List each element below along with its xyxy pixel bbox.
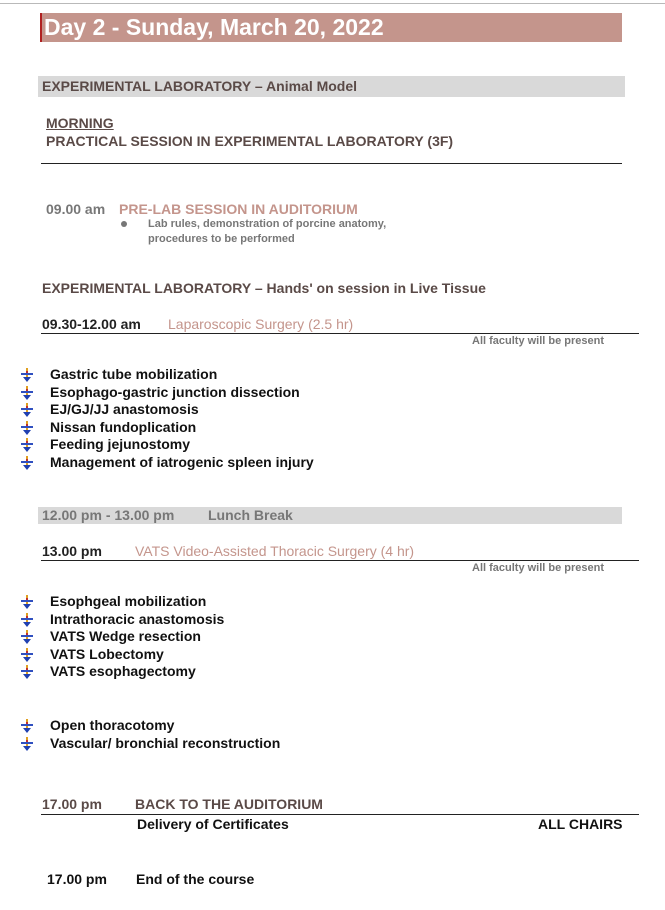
cross-arrow-bullet-icon: [20, 386, 34, 400]
list-item-label: Nissan fundoplication: [50, 418, 197, 435]
cross-arrow-bullet-icon: [20, 403, 34, 417]
divider: [41, 814, 639, 815]
lunch-break-bar: [38, 507, 622, 524]
list-item: [20, 366, 480, 384]
list-item-label: Management of iatrogenic spleen injury: [50, 453, 314, 470]
section-animal-model: EXPERIMENTAL LABORATORY – Animal Model: [38, 76, 625, 97]
list-item: [20, 384, 480, 402]
vats-title: VATS Video-Assisted Thoracic Surgery (4 hr): [135, 543, 415, 559]
list-item: [20, 717, 480, 735]
list-item: [20, 419, 480, 437]
end-of-course: End of the course: [136, 871, 255, 887]
list-item: [20, 454, 480, 472]
prelab-title: PRE-LAB SESSION IN AUDITORIUM: [119, 201, 358, 217]
cross-arrow-bullet-icon: [20, 648, 34, 662]
cross-arrow-bullet-icon: [20, 456, 34, 470]
cross-arrow-bullet-icon: [20, 737, 34, 751]
cross-arrow-bullet-icon: [20, 438, 34, 452]
list-item: [20, 593, 480, 611]
laparoscopic-procedure-list: [20, 366, 480, 472]
divider: [41, 333, 639, 334]
cross-arrow-bullet-icon: [20, 630, 34, 644]
laparoscopic-title: Laparoscopic Surgery (2.5 hr): [168, 316, 354, 332]
list-item: [20, 628, 480, 646]
back-time: 17.00 pm: [42, 796, 102, 812]
top-rule: [0, 3, 665, 4]
cross-arrow-bullet-icon: [20, 665, 34, 679]
open-procedure-list: [20, 717, 480, 752]
laparoscopic-time: 09.30-12.00 am: [42, 316, 141, 332]
list-item-label: Esophago-gastric junction dissection: [50, 383, 300, 400]
list-item: [20, 735, 480, 753]
day-title-banner: Day 2 - Sunday, March 20, 2022: [40, 13, 622, 42]
list-item: [20, 646, 480, 664]
morning-label: MORNING: [46, 115, 114, 131]
back-to-auditorium: BACK TO THE AUDITORIUM: [135, 796, 323, 812]
prelab-description-line2: procedures to be performed: [148, 233, 295, 245]
divider: [41, 163, 622, 164]
list-item: [20, 401, 480, 419]
lunch-label: Lunch Break: [208, 507, 293, 523]
list-item: [20, 436, 480, 454]
section-live-tissue: EXPERIMENTAL LABORATORY – Hands' on session in Live Tissue: [42, 280, 486, 296]
prelab-description: [148, 217, 448, 247]
list-item-label: Intrathoracic anastomosis: [50, 610, 225, 627]
vats-procedure-list: [20, 593, 480, 681]
lunch-time: 12.00 pm - 13.00 pm: [42, 507, 175, 523]
all-chairs-label: ALL CHAIRS: [538, 816, 623, 832]
list-item-label: VATS esophagectomy: [50, 663, 196, 680]
cross-arrow-bullet-icon: [20, 595, 34, 609]
practical-session-title: PRACTICAL SESSION IN EXPERIMENTAL LABORATORY (3F): [46, 133, 454, 149]
vats-time: 13.00 pm: [42, 543, 102, 559]
list-item-label: Open thoracotomy: [50, 717, 175, 733]
delivery-of-certificates: Delivery of Certificates: [137, 816, 289, 832]
list-item: [20, 663, 480, 681]
list-item: [20, 611, 480, 629]
list-item-label: Vascular/ bronchial reconstruction: [50, 734, 281, 751]
cross-arrow-bullet-icon: [20, 613, 34, 627]
cross-arrow-bullet-icon: [20, 421, 34, 435]
prelab-time: 09.00 am: [46, 201, 106, 217]
faculty-note: All faculty will be present: [472, 562, 605, 574]
end-time: 17.00 pm: [47, 871, 107, 887]
list-item-label: Feeding jejunostomy: [50, 436, 191, 453]
list-item-label: VATS Lobectomy: [50, 645, 164, 662]
list-item-label: VATS Wedge resection: [50, 628, 201, 645]
faculty-note: All faculty will be present: [472, 335, 605, 347]
cross-arrow-bullet-icon: [20, 368, 34, 382]
list-item-label: Gastric tube mobilization: [50, 366, 218, 382]
prelab-description-line1: Lab rules, demonstration of porcine anatomy,: [148, 218, 387, 230]
list-item-label: Esophgeal mobilization: [50, 593, 207, 609]
list-item-label: EJ/GJ/JJ anastomosis: [50, 401, 199, 418]
divider: [41, 560, 639, 561]
cross-arrow-bullet-icon: [20, 719, 34, 733]
dot-bullet-icon: [121, 221, 127, 227]
